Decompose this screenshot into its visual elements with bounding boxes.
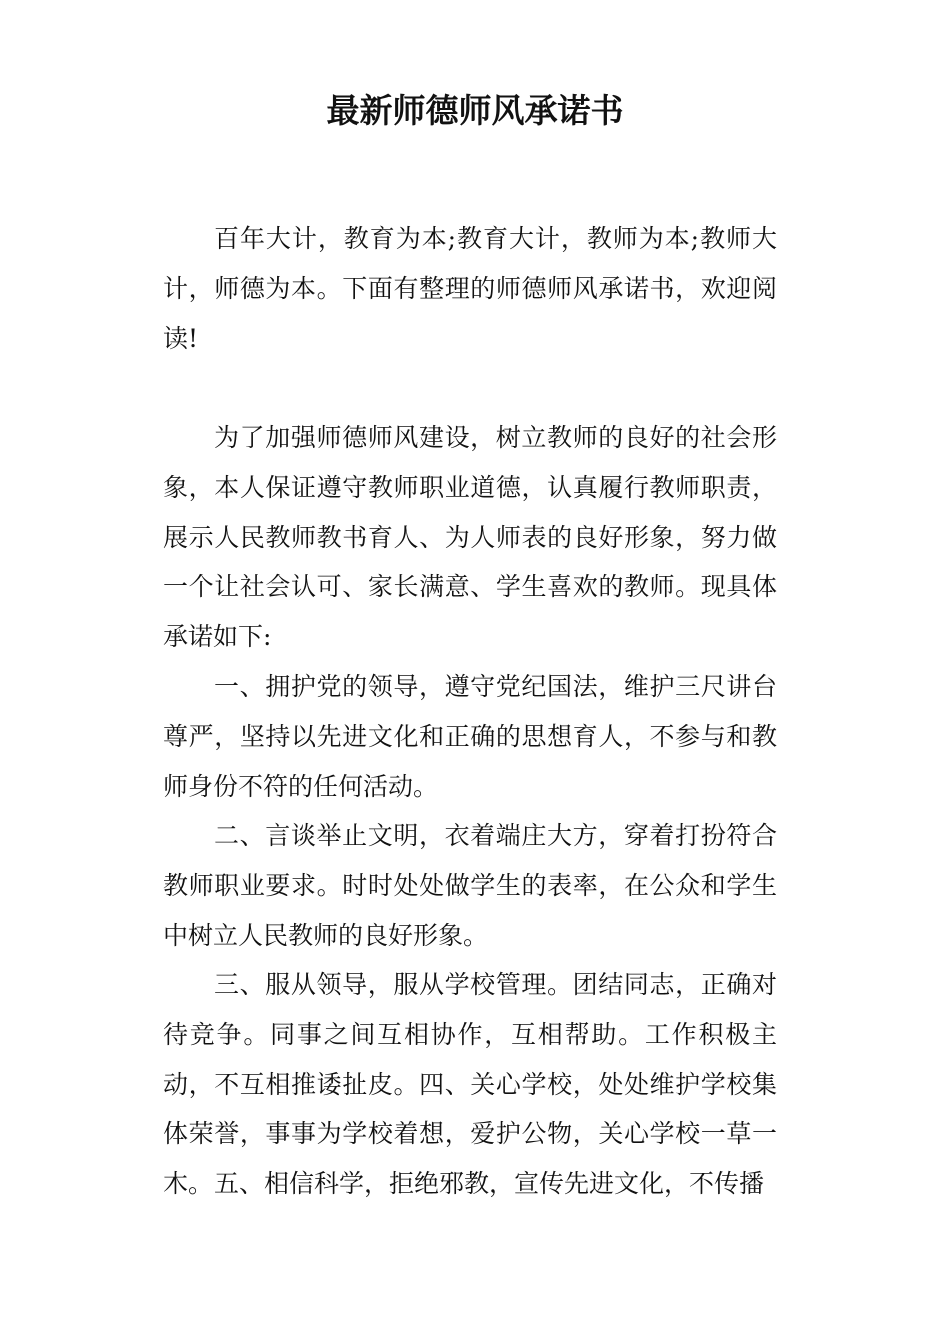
pledge-item-1: 一、拥护党的领导，遵守党纪国法，维护三尺讲台尊严，坚持以先进文化和正确的思想育人，不参与和教师身份不符的任何活动。 [163,672,777,801]
pledge-item-3: 三、服从领导，服从学校管理。团结同志，正确对待竞争。同事之间互相协作，互相帮助。工作积极主动，不互相推诿扯皮。四、关心学校，处处维护学校集体荣誉，事事为学校着想，爱护公物，关心学校一草一木。 [163,970,777,1199]
document-title: 最新师德师风承诺书 [326,91,624,130]
pledge-intro-paragraph: 为了加强师德师风建设，树立教师的良好的社会形象，本人保证遵守教师职业道德，认真履行教师职责，展示人民教师教书育人、为人师表的良好形象，努力做一个让社会认可、家长满意、学生喜欢的教师。现具体承诺如下: [163,423,777,652]
pledge-item-5: 五、相信科学，拒绝邪教，宣传先进文化，不传播 [214,1169,765,1198]
intro-paragraph: 百年大计，教育为本;教育大计，教师为本;教师大计，师德为本。下面有整理的师德师风承诺书，欢迎阅读! [163,224,777,353]
pledge-item-2: 二、言谈举止文明，衣着端庄大方，穿着打扮符合教师职业要求。时时处处做学生的表率，在公众和学生中树立人民教师的良好形象。 [163,821,777,950]
